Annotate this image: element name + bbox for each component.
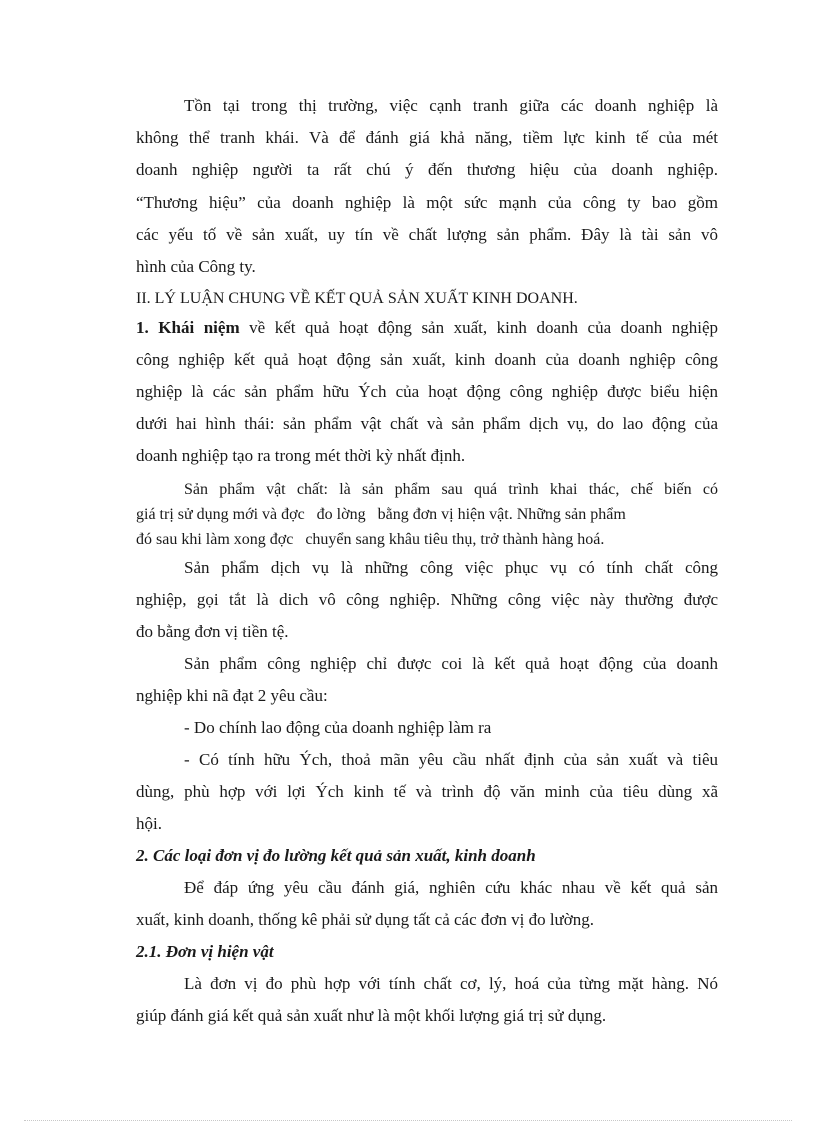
text-line: doanh nghiệp người ta rất chú ý đến thương hiệu của doanh nghiệp.: [136, 160, 718, 179]
text-line: đó sau khi làm xong đợc chuyển sang khâu tiêu thụ, trở thành hàng hoá.: [136, 531, 605, 548]
text-line: nghiệp, gọi tắt là dich vô công nghiệp. Những công việc này thường được: [136, 590, 718, 609]
text-line: giúp đánh giá kết quả sản xuất như là một khối lượng giá trị sử dụng.: [136, 1006, 607, 1025]
list-item: - Có tính hữu Ých, thoả mãn yêu cầu nhất định của sản xuất và tiêu: [184, 750, 718, 769]
text-line: giá trị sử dụng mới và đợc đo lờng bằng đơn vị hiện vật. Những sản phẩm: [136, 506, 626, 523]
text-line: Sản phẩm vật chất: là sản phẩm sau quá trình khai thác, chế biến có: [184, 481, 718, 498]
text-line: nghiệp là các sản phẩm hữu Ých của hoạt động công nghiệp được biểu hiện: [136, 382, 718, 401]
page-divider: [24, 1120, 792, 1121]
text-line: đo bằng đơn vị tiền tệ.: [136, 622, 289, 641]
text-line: Tồn tại trong thị trường, việc cạnh tranh giữa các doanh nghiệp là: [184, 96, 718, 115]
text-line: không thể tranh khái. Và để đánh giá khả năng, tiềm lực kinh tế của mét: [136, 128, 718, 147]
text-line: Sản phẩm dịch vụ là những công việc phục vụ có tính chất công: [184, 558, 718, 577]
text-line: dưới hai hình thái: sản phẩm vật chất và sản phẩm dịch vụ, do lao động của: [136, 414, 718, 433]
text-line: công nghiệp kết quả hoạt động sản xuất, kinh doanh của doanh nghiệp công: [136, 350, 718, 369]
section-heading: 2. Các loại đơn vị đo lường kết quả sản xuất, kinh doanh: [136, 846, 536, 865]
section-heading: II. LÝ LUẬN CHUNG VỀ KẾT QUẢ SẢN XUẤT KINH DOANH.: [136, 290, 578, 307]
text-line: “Thương hiệu” của doanh nghiệp là một sức mạnh của công ty bao gồm: [136, 193, 718, 212]
text-line: Để đáp ứng yêu cầu đánh giá, nghiên cứu khác nhau về kết quả sản: [184, 878, 718, 897]
text-line: hình của Công ty.: [136, 257, 256, 276]
text-line: các yếu tố về sản xuất, uy tín về chất lượng sản phẩm. Đây là tài sản vô: [136, 225, 718, 244]
text-span: về kết quả hoạt động sản xuất, kinh doanh của doanh nghiệp: [239, 318, 718, 337]
text-line: Là đơn vị đo phù hợp với tính chất cơ, lý, hoá của từng mặt hàng. Nó: [184, 974, 718, 993]
text-line: xuất, kinh doanh, thống kê phải sử dụng tất cả các đơn vị đo lường.: [136, 910, 595, 929]
text-line: doanh nghiệp tạo ra trong mét thời kỳ nhất định.: [136, 446, 466, 465]
text-line: Sản phẩm công nghiệp chỉ được coi là kết quả hoạt động của doanh: [184, 654, 718, 673]
subsection-heading: 2.1. Đơn vị hiện vật: [136, 942, 274, 961]
text-line: hội.: [136, 814, 162, 833]
text-line: [136, 318, 718, 338]
term-bold: 1. Khái niệm: [136, 318, 240, 337]
list-item: - Do chính lao động của doanh nghiệp làm ra: [184, 718, 492, 737]
text-line: dùng, phù hợp với lợi Ých kinh tế và trình độ văn minh của tiêu dùng xã: [136, 782, 718, 801]
text-line: nghiệp khi nã đạt 2 yêu cầu:: [136, 686, 328, 705]
